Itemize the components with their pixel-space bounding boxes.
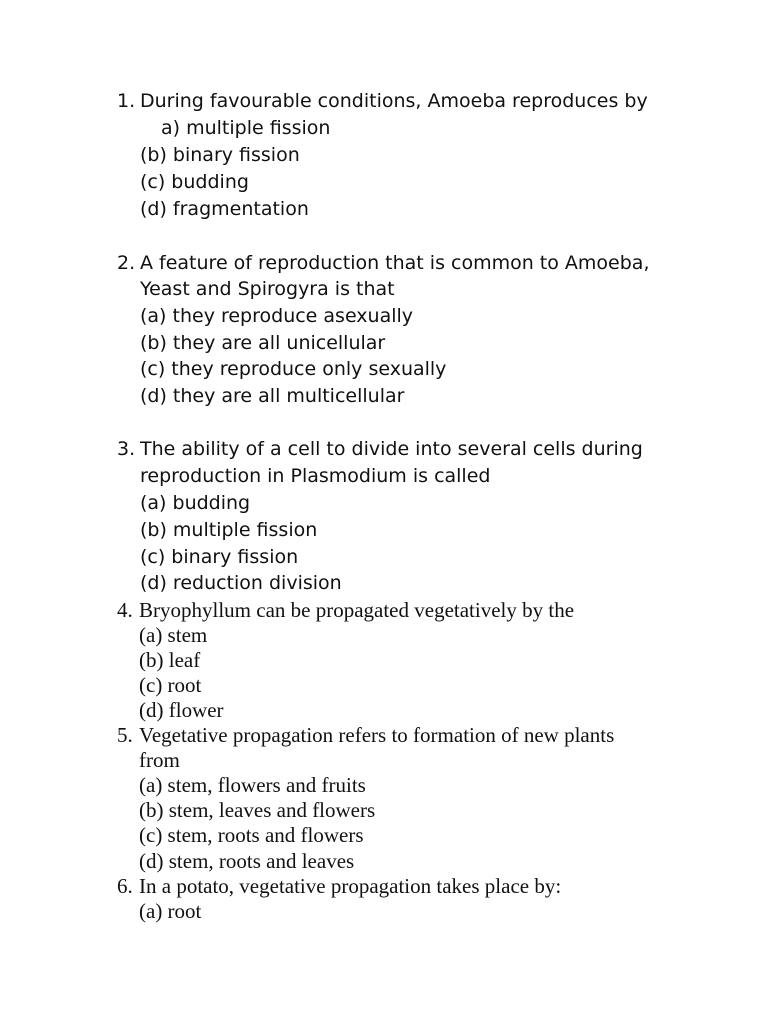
question-5-option-c: (c) stem, roots and flowers: [139, 823, 364, 847]
question-5-option-a: (a) stem, flowers and fruits: [139, 773, 366, 797]
question-2-option-b: (b) they are all unicellular: [140, 332, 386, 354]
question-1-option-c: (c) budding: [140, 171, 249, 193]
question-3-stem-line-1: The ability of a cell to divide into several cells during: [140, 438, 643, 460]
question-3-option-c: (c) binary fission: [140, 546, 299, 568]
question-5-number: 5.: [117, 723, 133, 747]
question-6-option-a: (a) root: [139, 899, 202, 923]
question-3-option-a: (a) budding: [140, 492, 251, 514]
question-5-stem-line-2: from: [139, 748, 180, 772]
question-3-stem-line-2: reproduction in Plasmodium is called: [140, 465, 491, 487]
question-6-stem: In a potato, vegetative propagation takes place by:: [139, 874, 562, 898]
question-4-option-d: (d) flower: [139, 698, 224, 722]
question-4-number: 4.: [117, 598, 133, 622]
question-6-number: 6.: [117, 874, 133, 898]
question-3-number: 3.: [117, 438, 136, 460]
question-1-option-d: (d) fragmentation: [140, 198, 309, 220]
question-1-option-a: a) multiple fission: [161, 117, 331, 139]
question-4-option-b: (b) leaf: [139, 648, 201, 672]
question-1-number: 1.: [117, 90, 136, 112]
question-5-stem-line-1: Vegetative propagation refers to formation of new plants: [139, 723, 615, 747]
question-5-option-d: (d) stem, roots and leaves: [139, 849, 355, 873]
question-3-option-d: (d) reduction division: [140, 572, 342, 594]
question-2-stem-line-2: Yeast and Spirogyra is that: [140, 278, 395, 300]
question-2-option-c: (c) they reproduce only sexually: [140, 358, 447, 380]
question-4-option-c: (c) root: [139, 673, 202, 697]
question-1-option-b: (b) binary fission: [140, 144, 300, 166]
question-4-stem: Bryophyllum can be propagated vegetatively by the: [139, 598, 575, 622]
question-3-option-b: (b) multiple fission: [140, 519, 318, 541]
question-2-stem-line-1: A feature of reproduction that is common to Amoeba,: [140, 252, 650, 274]
question-2-number: 2.: [117, 252, 136, 274]
question-2-option-a: (a) they reproduce asexually: [140, 305, 414, 327]
question-1-stem: During favourable conditions, Amoeba reproduces by: [140, 90, 648, 112]
question-5-option-b: (b) stem, leaves and flowers: [139, 798, 376, 822]
question-4-option-a: (a) stem: [139, 623, 208, 647]
question-2-option-d: (d) they are all multicellular: [140, 385, 405, 407]
